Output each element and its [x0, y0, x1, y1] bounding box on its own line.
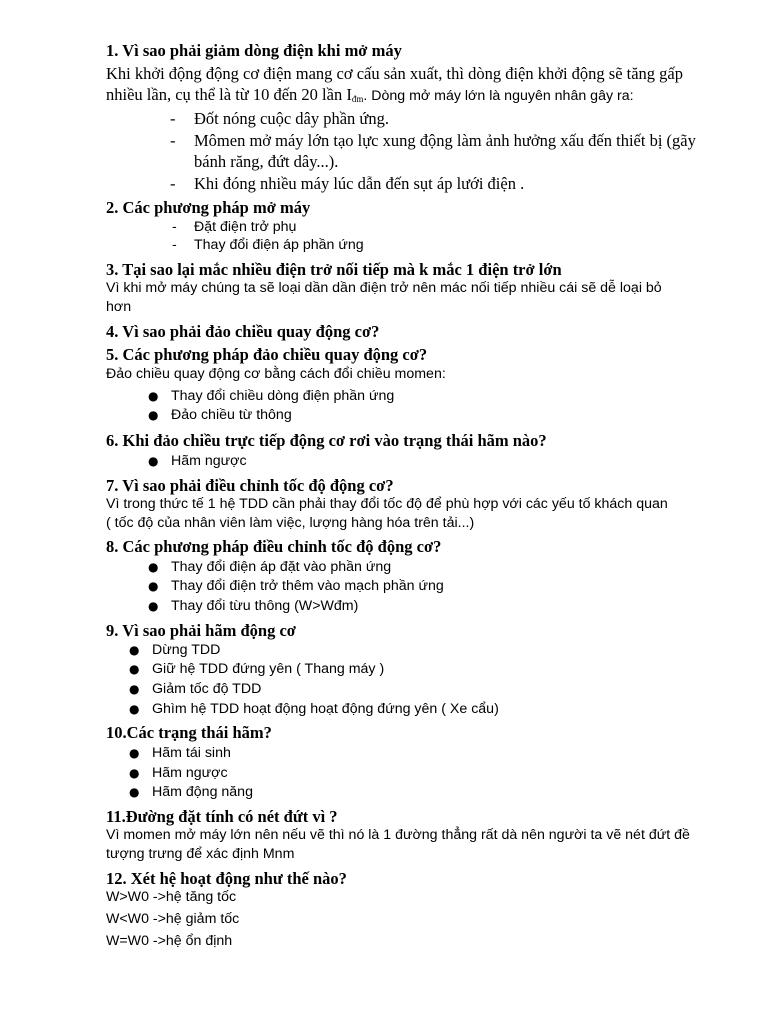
q9-item-4: Ghìm hệ TDD hoạt động hoạt động đứng yên ( Xe cẩu) [152, 701, 499, 717]
q1-item-3: Khi đóng nhiều máy lúc dẫn đến sụt áp lưới điện . [194, 174, 525, 193]
q3-answer-line-2: hơn [106, 299, 132, 315]
bullet-marker: ● [148, 560, 159, 574]
q5-item-2: Đảo chiều từ thông [171, 407, 292, 423]
dash-marker: - [170, 131, 176, 150]
heading-q9: 9. Vì sao phải hãm động cơ [106, 621, 296, 640]
q1-paragraph-line-1: Khi khởi động động cơ điện mang cơ cấu sản xuất, thì dòng điện khởi động sẽ tăng gấp [106, 64, 684, 83]
q5-item-1: Thay đổi chiều dòng điện phần ứng [171, 388, 395, 404]
q2-item-1: Đặt điện trở phụ [194, 219, 297, 235]
dash-marker: - [172, 219, 177, 235]
heading-q12: 12. Xét hệ hoạt động như thế nào? [106, 869, 347, 888]
q12-line-1: W>W0 ->hệ tăng tốc [106, 889, 237, 905]
q10-item-2: Hãm ngược [152, 765, 228, 781]
q1-paragraph-line-2: nhiều lần, cụ thể là từ 10 đến 20 lần $I_{đm}$. Dòng mở máy lớn là nguyên nhân gây ra: [106, 85, 634, 104]
bullet-marker: ● [148, 579, 159, 593]
bullet-marker: ● [148, 408, 159, 422]
bullet-marker: ● [129, 766, 140, 780]
bullet-marker: ● [148, 599, 159, 613]
q8-item-1: Thay đổi điện áp đặt vào phần ứng [171, 559, 392, 575]
bullet-marker: ● [129, 746, 140, 760]
heading-q6: 6. Khi đảo chiều trực tiếp động cơ rơi vào trạng thái hãm nào? [106, 431, 547, 450]
q9-item-2: Giữ hệ TDD đứng yên ( Thang máy ) [152, 661, 385, 677]
heading-q8: 8. Các phương pháp điều chỉnh tốc độ động cơ? [106, 537, 442, 556]
q9-item-1: Dừng TDD [152, 642, 221, 658]
q12-line-2: W<W0 ->hệ giảm tốc [106, 911, 240, 927]
q10-item-3: Hãm động năng [152, 784, 253, 800]
bullet-marker: ● [148, 389, 159, 403]
q1-item-2-continued: bánh răng, đứt dây...). [194, 152, 339, 171]
q11-answer-line-2: tượng trưng để xác định Mnm [106, 846, 295, 862]
q1-item-1: Đốt nóng cuộc dây phần ứng. [194, 109, 389, 128]
q7-answer-line-2: ( tốc độ của nhân viên làm việc, lượng hàng hóa trên tải...) [106, 515, 475, 531]
bullet-marker: ● [129, 643, 140, 657]
dash-marker: - [170, 109, 176, 128]
q7-answer-line-1: Vì trong thức tế 1 hệ TDD cần phải thay đổi tốc độ để phù hợp với các yếu tố khách quan [106, 496, 668, 512]
heading-q10: 10.Các trạng thái hãm? [106, 723, 272, 742]
q11-answer-line-1: Vì momen mở máy lớn nên nếu vẽ thì nó là 1 đường thẳng rất dà nên người ta vẽ nét đứt đề [106, 827, 690, 843]
heading-q4: 4. Vì sao phải đảo chiều quay động cơ? [106, 322, 380, 341]
heading-q3: 3. Tại sao lại mắc nhiều điện trở nối tiếp mà k mắc 1 điện trở lớn [106, 260, 562, 279]
q3-answer-line-1: Vì khi mở máy chúng ta sẽ loại dần dần điện trở nên mác nối tiếp nhiều cái sẽ dễ loại bỏ [106, 280, 662, 296]
heading-q11: 11.Đường đặt tính có nét đứt vì ? [106, 807, 338, 826]
q5-intro: Đảo chiều quay động cơ bằng cách đổi chiều momen: [106, 366, 446, 382]
bullet-marker: ● [148, 454, 159, 468]
dash-marker: - [172, 237, 177, 253]
q1-item-2: Mômen mở máy lớn tạo lực xung động làm ảnh hưởng xấu đến thiết bị (gãy [194, 131, 696, 150]
subscript-dm: đm [351, 94, 364, 104]
bullet-marker: ● [129, 702, 140, 716]
q8-item-3: Thay đổi từu thông (W>Wđm) [171, 598, 359, 614]
q12-line-3: W=W0 ->hệ ổn định [106, 933, 233, 949]
q9-item-3: Giảm tốc độ TDD [152, 681, 262, 697]
q8-item-2: Thay đổi điện trở thêm vào mạch phần ứng [171, 578, 444, 594]
heading-q2: 2. Các phương pháp mở máy [106, 198, 311, 217]
bullet-marker: ● [129, 682, 140, 696]
bullet-marker: ● [129, 785, 140, 799]
q2-item-2: Thay đổi điện áp phần ứng [194, 237, 364, 253]
heading-q1: 1. Vì sao phải giảm dòng điện khi mở máy [106, 41, 402, 60]
heading-q7: 7. Vì sao phải điều chỉnh tốc độ động cơ? [106, 476, 394, 495]
bullet-marker: ● [129, 662, 140, 676]
dash-marker: - [170, 174, 176, 193]
q10-item-1: Hãm tái sinh [152, 745, 231, 761]
heading-q5: 5. Các phương pháp đảo chiều quay động cơ? [106, 345, 428, 364]
q6-item-1: Hãm ngược [171, 453, 247, 469]
